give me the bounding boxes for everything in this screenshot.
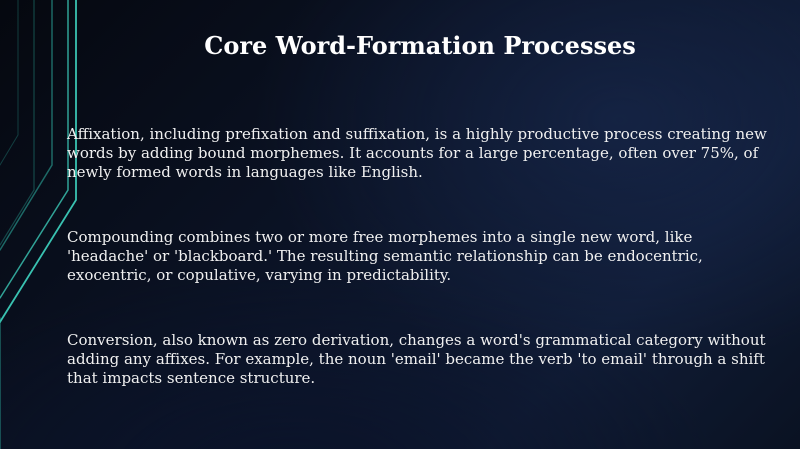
slide-title: Core Word-Formation Processes [204, 31, 636, 60]
paragraph-compounding: Compounding combines two or more free morphemes into a single new word, like 'headache' or 'blackboard.' The resulting semantic relationship can be endocentric, exocentric, or copulative, varying in predictability. [67, 228, 703, 284]
circuit-line-3 [0, 0, 18, 165]
paragraph-conversion: Conversion, also known as zero derivation, changes a word's grammatical category without adding any affixes. For example, the noun 'email' became the verb 'to email' through a shift that impacts sentence structure. [67, 331, 766, 387]
paragraph-affixation: Affixation, including prefixation and suffixation, is a highly productive process creating new words by adding bound morphemes. It accounts for a large percentage, often over 75%, of newly formed words in languages like English. [67, 125, 767, 181]
